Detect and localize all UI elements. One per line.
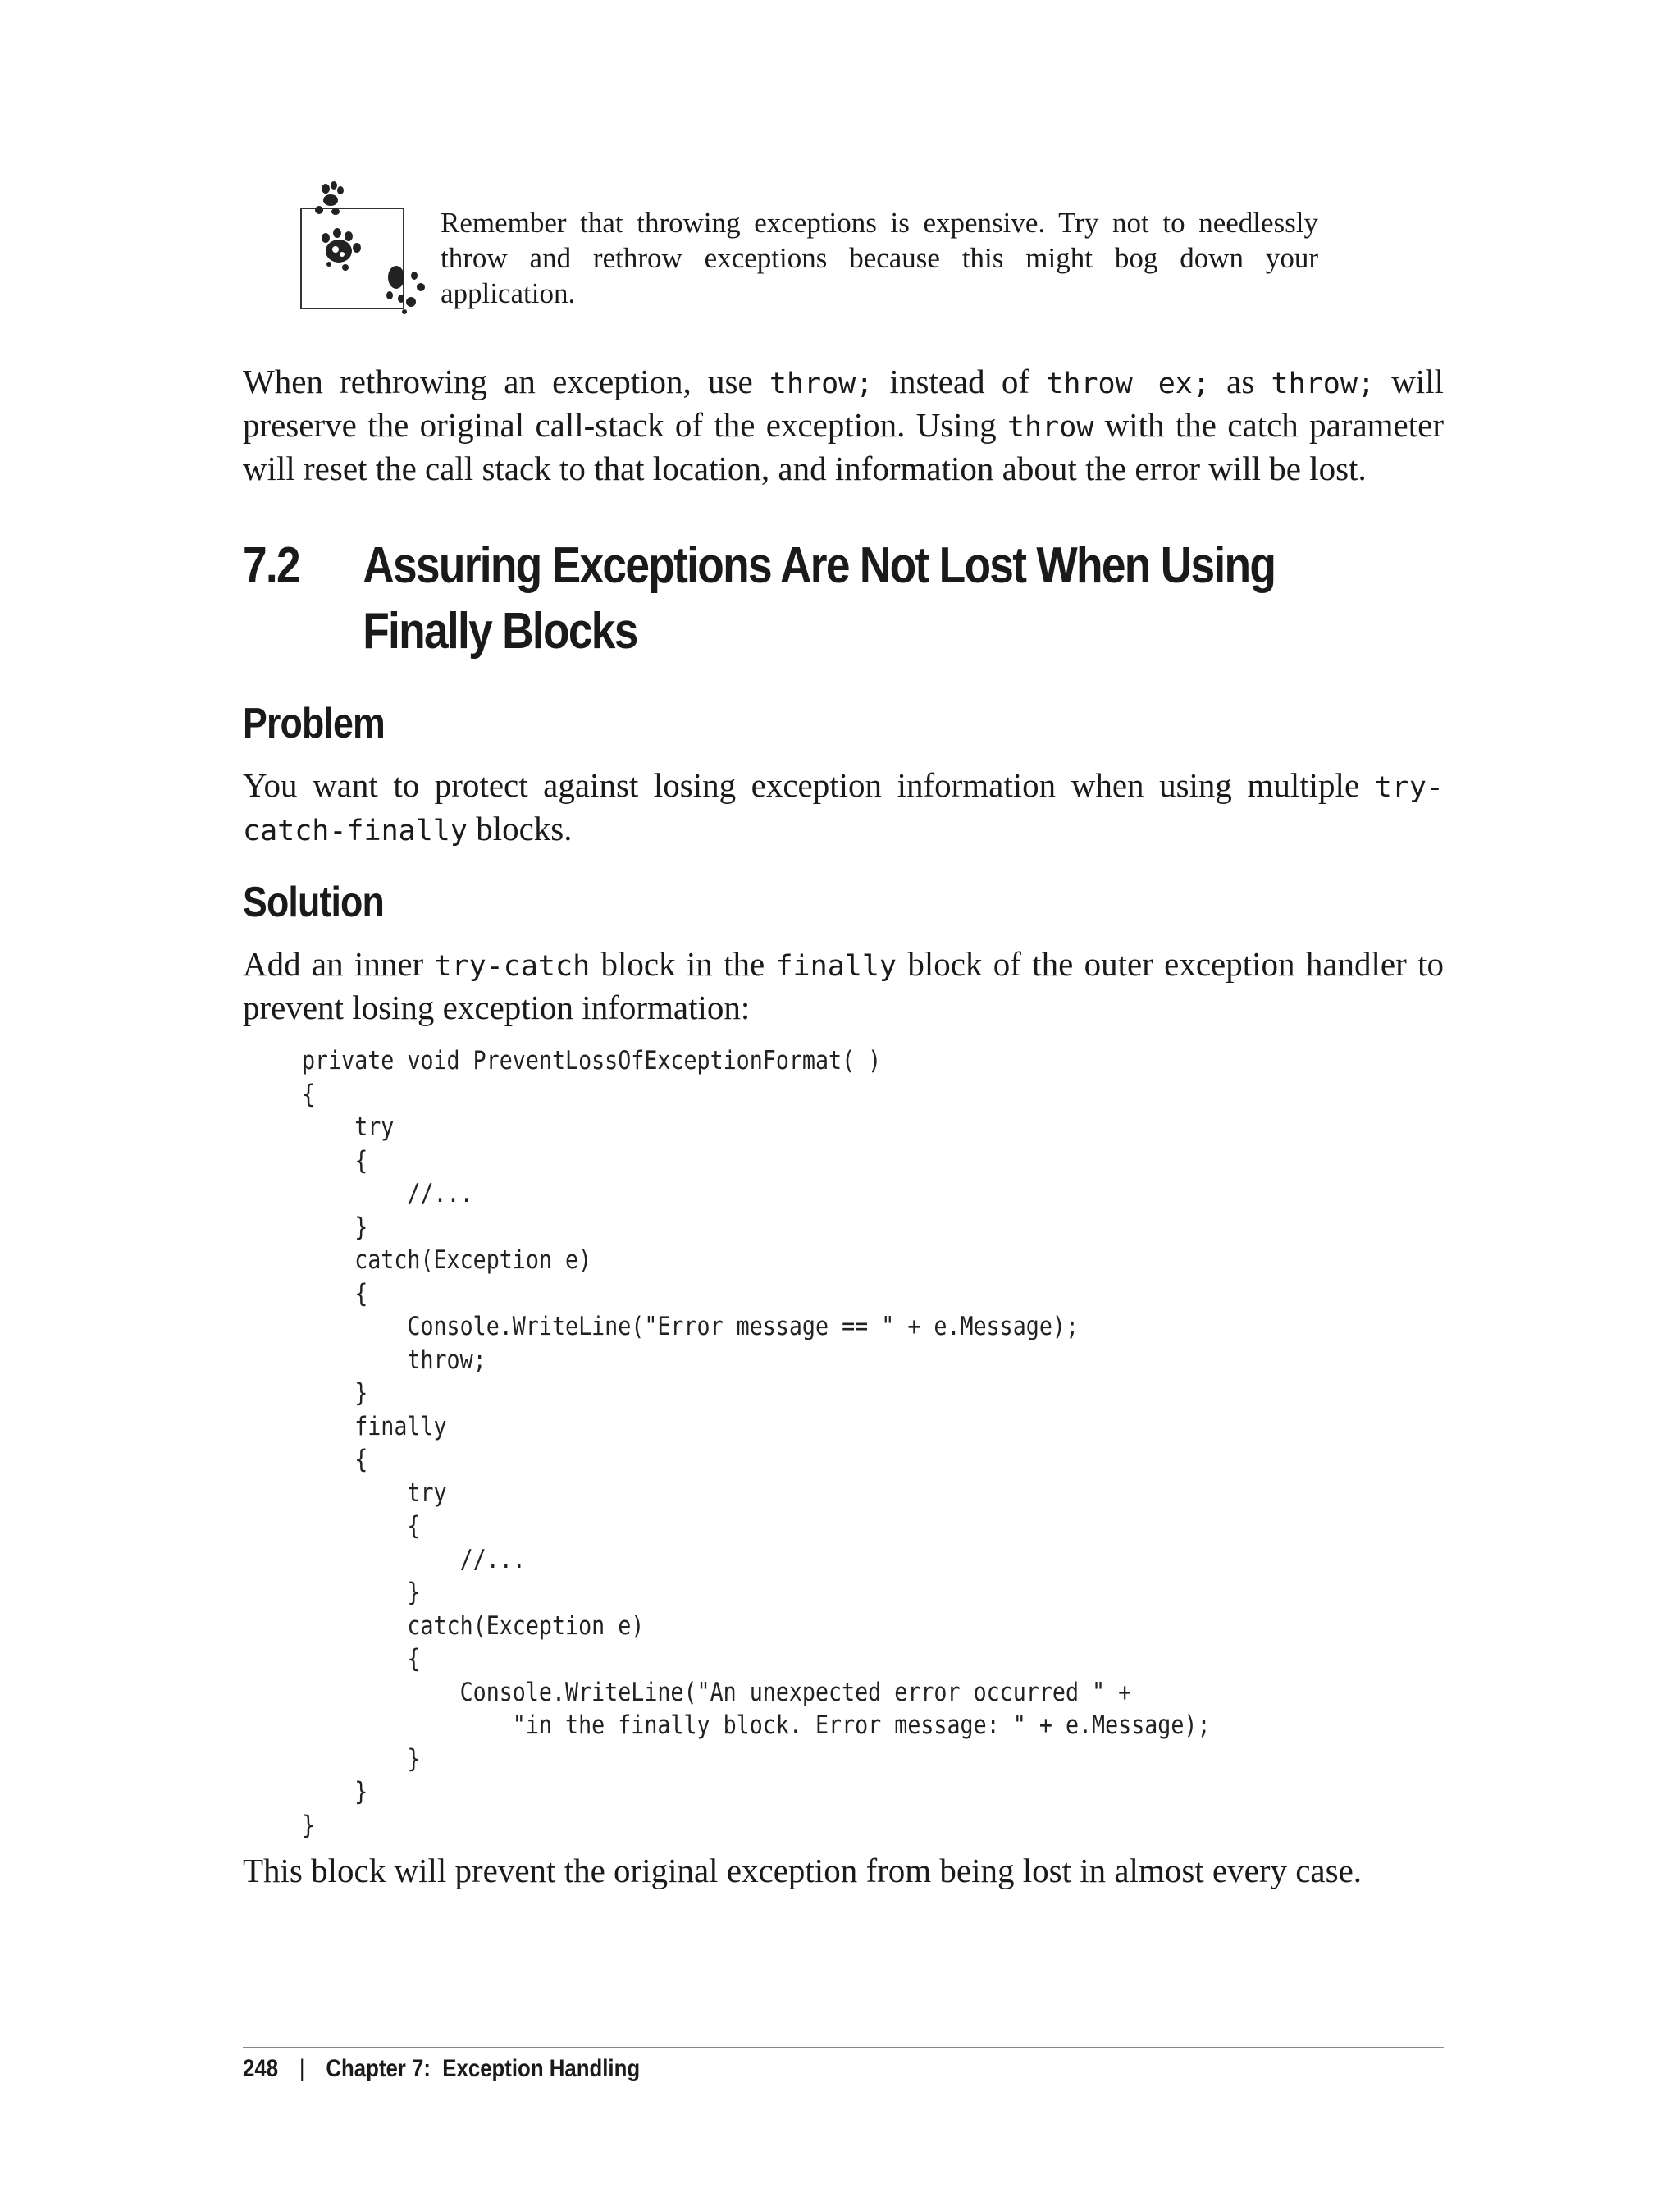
page-footer — [243, 2053, 640, 2085]
page-number: 248 — [243, 2055, 279, 2082]
section-number: 7.2 — [243, 537, 299, 594]
footer-rule — [243, 2047, 1444, 2048]
footer-separator: | — [299, 2055, 305, 2082]
solution-paragraph — [243, 943, 1444, 1028]
problem-heading: Problem — [243, 700, 385, 747]
code-throw-2: throw; — [1271, 368, 1375, 400]
section-title-line-2: Finally Blocks — [363, 603, 637, 660]
code-listing: private void PreventLossOfExceptionFormat( ) { try { //... } catch(Exception e) { Console.WriteLine("Error message == " + e.Message); throw; } finally { try { //... } catch(Exception e) { Console.WriteLine("An unexpected error occurred " + "in the finally block. Error message: " + e.Message); } } } — [302, 1046, 1211, 1840]
code-throw-3: throw — [1007, 411, 1094, 444]
solution-heading: Solution — [243, 879, 384, 926]
tip-text: Remember that throwing exceptions is expensive. Try not to needlessly throw and rethrow exceptions because this might bog down your application. — [441, 207, 1318, 309]
intro-text-5: with the catch parameter will reset the call stack to that location, and information about the error will be lost. — [243, 406, 1444, 487]
section-heading — [243, 533, 1301, 665]
raccoon-tracks-icon — [299, 179, 431, 318]
closing-paragraph: This block will prevent the original exception from being lost in almost every case. — [243, 1852, 1363, 1889]
solution-text-3: block of the outer exception handler to prevent losing exception information: — [243, 945, 1444, 1026]
intro-text-1: When rethrowing an exception, use — [243, 363, 769, 400]
solution-text-2: block in the — [590, 945, 776, 983]
chapter-title: Chapter 7: Exception Handling — [326, 2055, 641, 2082]
problem-text-1: You want to protect against losing exception information when using multiple — [243, 766, 1375, 804]
intro-text-3: as — [1209, 363, 1271, 400]
code-finally: finally — [775, 950, 897, 983]
problem-text-2: blocks. — [467, 810, 573, 847]
code-throw: throw; — [769, 368, 874, 400]
section-title-part-1: Assuring Exceptions Are Not Lost When Using — [363, 537, 1276, 594]
solution-text-1: Add an inner — [243, 945, 435, 983]
code-throw-ex: throw ex; — [1046, 368, 1210, 400]
tip-callout — [299, 179, 1333, 318]
intro-text-4: will preserve the original call-stack of the exception. Using — [243, 363, 1444, 444]
intro-text-2: instead of — [873, 363, 1047, 400]
code-try-catch-finally: try-catch-finally — [243, 771, 1444, 847]
problem-paragraph — [243, 765, 1444, 852]
code-try-catch: try-catch — [434, 950, 591, 983]
intro-paragraph — [243, 361, 1444, 489]
section-title-line-1 — [243, 533, 1301, 599]
